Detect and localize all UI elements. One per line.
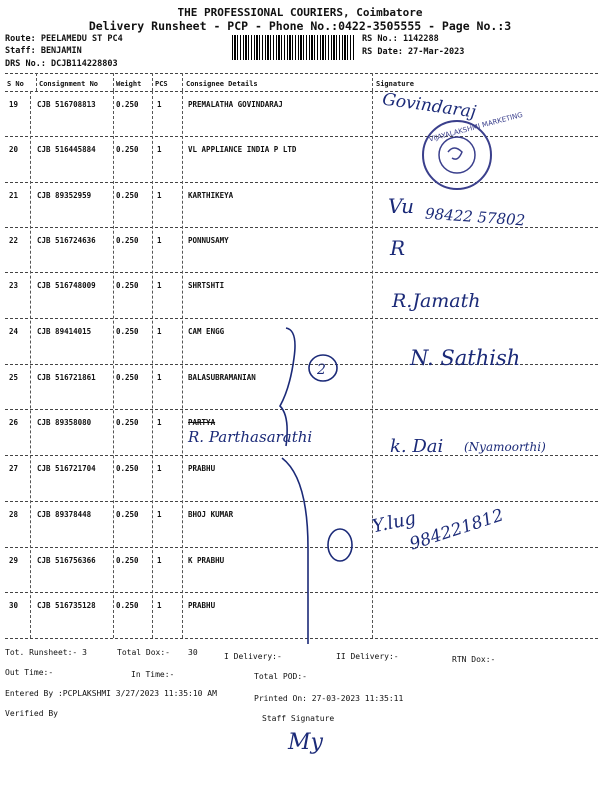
row-consignee: PREMALATHA GOVINDARAJ [188, 100, 283, 109]
col-divider [372, 73, 373, 91]
row-consignee: PONNUSAMY [188, 236, 229, 245]
printed-on: Printed On: 27-03-2023 11:35:11 [254, 694, 404, 703]
row-weight: 0.250 [116, 601, 139, 610]
handwritten-consignee: R. Parthasarathi [188, 428, 313, 446]
row-consignment: CJB 516445884 [37, 145, 96, 154]
handwritten-signature: N. Sathish [410, 346, 521, 370]
row-rule [5, 182, 598, 183]
rs-number: RS No.: 1142288 [362, 34, 439, 44]
col-divider [152, 91, 153, 638]
total-dox: Total Dox:- [117, 648, 170, 657]
row-weight: 0.250 [116, 145, 139, 154]
handwritten-signature: R.Jamath [392, 290, 481, 312]
col-divider [113, 73, 114, 91]
col-divider [182, 91, 183, 638]
row-pcs: 1 [157, 601, 162, 610]
row-pcs: 1 [157, 373, 162, 382]
row-consignment: CJB 89378448 [37, 510, 92, 519]
tot-runsheet: Tot. Runsheet:- 3 [5, 648, 87, 657]
col-divider [113, 91, 114, 638]
rs-date: RS Date: 27-Mar-2023 [362, 47, 465, 57]
ii-delivery: II Delivery:- [336, 652, 399, 661]
row-weight: 0.250 [116, 464, 139, 473]
table-top-rule [5, 73, 598, 74]
handwritten-signature: Govindaraj [381, 89, 478, 123]
col-divider [152, 73, 153, 91]
row-pcs: 1 [157, 100, 162, 109]
col-pcs: PCS [155, 80, 168, 88]
col-divider [182, 73, 183, 91]
runsheet-title: THE PROFESSIONAL COURIERS, Coimbatore [177, 6, 423, 19]
handwritten-phone: 98422 57802 [424, 204, 526, 230]
row-consignee: BALASUBRAMANIAN [188, 373, 256, 382]
col-consignment: Consignment No [39, 80, 99, 88]
staff-signature-label: Staff Signature [262, 714, 335, 723]
col-divider [372, 91, 373, 638]
row-consignment: CJB 89414015 [37, 327, 92, 336]
row-consignment: CJB 516721704 [37, 464, 96, 473]
col-signature: Signature [376, 80, 414, 88]
in-time: In Time:- [131, 670, 175, 679]
row-sno: 30 [9, 601, 19, 610]
row-sno: 23 [9, 281, 19, 290]
row-weight: 0.250 [116, 373, 139, 382]
verified-by: Verified By [5, 709, 58, 718]
row-consignment: CJB 516756366 [37, 556, 96, 565]
runsheet-subtitle: Delivery Runsheet - PCP - Phone No.:0422-3505555 - Page No.:3 [88, 19, 512, 33]
handwritten-brackets [280, 320, 350, 650]
row-weight: 0.250 [116, 236, 139, 245]
row-pcs: 1 [157, 327, 162, 336]
row-pcs: 1 [157, 281, 162, 290]
col-consignee: Consignee Details [186, 80, 258, 88]
row-weight: 0.250 [116, 281, 139, 290]
row-sno: 19 [9, 100, 19, 109]
row-pcs: 1 [157, 191, 162, 200]
total-dox-value: 30 [188, 648, 198, 657]
row-pcs: 1 [157, 145, 162, 154]
row-consignee: CAM ENGG [188, 327, 225, 336]
row-weight: 0.250 [116, 191, 139, 200]
row-consignment: CJB 89358080 [37, 418, 92, 427]
row-weight: 0.250 [116, 510, 139, 519]
row-consignee: VL APPLIANCE INDIA P LTD [188, 145, 297, 154]
stamp-text: VIJAYALAKSHMI MARKETING [428, 110, 524, 144]
row-consignment: CJB 516748009 [37, 281, 96, 290]
row-rule [5, 318, 598, 319]
col-sno: S No [7, 80, 24, 88]
handwritten-mark: Vu [388, 194, 415, 218]
row-sno: 20 [9, 145, 19, 154]
row-consignee: PRABHU [188, 464, 216, 473]
row-consignee: KARTHIKEYA [188, 191, 234, 200]
drs-label: DRS No.: DCJB114228803 [5, 59, 118, 69]
row-pcs: 1 [157, 510, 162, 519]
row-sno: 25 [9, 373, 19, 382]
row-pcs: 1 [157, 236, 162, 245]
row-rule [5, 272, 598, 273]
row-consignment: CJB 516721861 [37, 373, 96, 382]
out-time: Out Time:- [5, 668, 54, 677]
handwritten-mark: Y.lug [370, 507, 418, 538]
row-consignment: CJB 516724636 [37, 236, 96, 245]
row-pcs: 1 [157, 556, 162, 565]
row-sno: 26 [9, 418, 19, 427]
route-label: Route: PEELAMEDU ST PC4 [5, 34, 123, 44]
row-weight: 0.250 [116, 556, 139, 565]
row-consignee: BHOJ KUMAR [188, 510, 234, 519]
handwritten-note: (Nyamoorthi) [464, 440, 546, 454]
col-divider [36, 73, 37, 91]
row-consignment: CJB 89352959 [37, 191, 92, 200]
row-consignee: PARTYA [188, 418, 216, 427]
handwritten-phone: 984221812 [407, 505, 507, 555]
handwritten-signature: k. Dai [390, 436, 444, 457]
row-weight: 0.250 [116, 418, 139, 427]
circle-mark: 2 [317, 362, 326, 378]
row-sno: 24 [9, 327, 19, 336]
row-consignee: K PRABHU [188, 556, 225, 565]
company-stamp [420, 110, 524, 192]
staff-signature-mark: My [288, 730, 323, 755]
row-consignment: CJB 516708813 [37, 100, 96, 109]
row-weight: 0.250 [116, 100, 139, 109]
row-sno: 29 [9, 556, 19, 565]
row-rule [5, 136, 598, 137]
rtn-dox: RTN Dox:- [452, 655, 496, 664]
col-divider [30, 91, 31, 638]
staff-label: Staff: BENJAMIN [5, 46, 82, 56]
row-consignee: PRABHU [188, 601, 216, 610]
row-sno: 22 [9, 236, 19, 245]
entered-by: Entered By :PCPLAKSHMI 3/27/2023 11:35:10 AM [5, 689, 217, 698]
col-weight: Weight [116, 80, 142, 88]
i-delivery: I Delivery:- [224, 652, 282, 661]
total-pod: Total POD:- [254, 672, 307, 681]
row-sno: 27 [9, 464, 19, 473]
row-sno: 28 [9, 510, 19, 519]
row-weight: 0.250 [116, 327, 139, 336]
row-pcs: 1 [157, 418, 162, 427]
handwritten-mark: R [390, 236, 406, 260]
row-sno: 21 [9, 191, 19, 200]
barcode [232, 35, 354, 60]
row-pcs: 1 [157, 464, 162, 473]
row-consignee: SHRTSHTI [188, 281, 225, 290]
row-consignment: CJB 516735128 [37, 601, 96, 610]
